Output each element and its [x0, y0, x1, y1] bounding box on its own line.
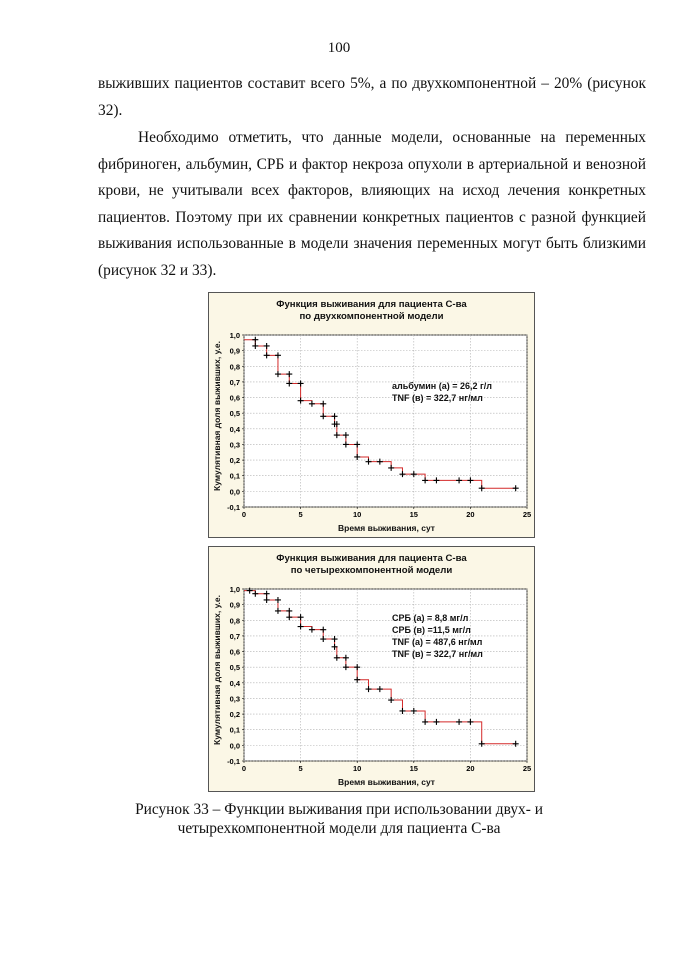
figure-title-line1: Функция выживания для пациента С-ва — [276, 299, 467, 310]
annotation-tnf-a: TNF (а) = 487,6 нг/мл — [392, 637, 483, 647]
annotation-crp-v: СРБ (в) =11,5 мг/л — [392, 625, 471, 635]
x-tick-label: 20 — [466, 764, 475, 773]
y-tick-label: 0,1 — [229, 725, 240, 735]
survival-chart — [209, 293, 534, 537]
x-tick-label: 5 — [298, 510, 303, 519]
annotation-crp-a: СРБ (а) = 8,8 мг/л — [392, 613, 469, 623]
page-number: 100 — [327, 40, 351, 56]
x-tick-label: 5 — [298, 764, 303, 773]
y-tick-label: 0,7 — [229, 377, 240, 387]
x-tick-label: 0 — [241, 764, 247, 773]
y-tick-label: 0,2 — [229, 710, 240, 720]
y-tick-label: 0,2 — [229, 456, 240, 466]
annotation-albumin: альбумин (а) = 26,2 г/л — [392, 381, 492, 391]
y-tick-label: 0,6 — [229, 647, 240, 657]
x-tick-label: 10 — [353, 764, 362, 773]
figure-caption — [0, 800, 678, 838]
x-tick-label: 25 — [522, 764, 532, 773]
caption-line1: Рисунок 33 – Функции выживания при использовании двух- и — [135, 801, 543, 818]
y-tick-label: -0,1 — [227, 757, 240, 766]
y-tick-label: 0,7 — [229, 631, 240, 641]
figure-four-component — [208, 546, 535, 792]
y-tick-label: 0,4 — [229, 424, 240, 434]
y-tick-label: 0,5 — [229, 409, 240, 419]
y-tick-label: 0,8 — [229, 616, 240, 626]
survival-chart — [209, 547, 534, 791]
y-axis-label: Кумулятивная доля выживших, у.е. — [212, 341, 222, 491]
y-tick-label: 0,9 — [229, 346, 240, 356]
y-tick-label: 0,4 — [229, 678, 240, 688]
y-tick-label: 0,0 — [229, 741, 240, 751]
y-tick-label: 0,8 — [229, 362, 240, 372]
x-axis-label: Время выживания, сут — [338, 777, 435, 787]
y-tick-label: 0,5 — [229, 663, 240, 673]
x-tick-label: 15 — [409, 510, 418, 519]
figure-two-component — [208, 292, 535, 538]
plot-area — [244, 589, 527, 761]
y-axis-label: Кумулятивная доля выживших, у.е. — [212, 595, 222, 745]
caption-line2: четырехкомпонентной модели для пациента С-ва — [177, 820, 501, 837]
figure-title-line1: Функция выживания для пациента С-ва — [276, 553, 467, 564]
x-tick-label: 0 — [241, 510, 247, 519]
annotation-tnf-v: TNF (в) = 322,7 нг/мл — [392, 393, 483, 403]
x-axis-label: Время выживания, сут — [338, 523, 435, 533]
x-tick-label: 15 — [409, 764, 418, 773]
y-tick-label: 0,1 — [229, 471, 240, 481]
x-tick-label: 20 — [466, 510, 475, 519]
y-tick-label: 1,0 — [229, 585, 240, 594]
y-tick-label: 0,6 — [229, 393, 240, 403]
y-tick-label: 0,0 — [229, 487, 240, 497]
plot-area — [244, 335, 527, 507]
paragraph-1: выживших пациентов составит всего 5%, а по двухкомпонентной – 20% (рисунок 32). — [98, 75, 646, 119]
figure-title-line2: по четырехкомпонентной модели — [290, 565, 453, 576]
x-tick-label: 25 — [522, 510, 532, 519]
figure-title-line2: по двухкомпонентной модели — [299, 311, 444, 322]
y-tick-label: 0,3 — [229, 440, 240, 450]
paragraph-2: Необходимо отметить, что данные модели, основанные на переменных фибриноген, альбумин, СРБ и фактор некроза опухоли в артериальной и венозной крови, не учитывали всех факторов, влияющих на исход лечения конкретных пациентов. Поэтому при их сравнении конкретных пациентов с разной функцией выживания использованные в модели значения переменных могут быть близкими (рисунок 32 и 33). — [98, 129, 646, 279]
annotation-tnf-v: TNF (в) = 322,7 нг/мл — [392, 649, 483, 659]
y-tick-label: 1,0 — [229, 331, 240, 340]
y-tick-label: 0,3 — [229, 694, 240, 704]
x-tick-label: 10 — [353, 510, 362, 519]
y-tick-label: -0,1 — [227, 503, 240, 512]
y-tick-label: 0,9 — [229, 600, 240, 610]
